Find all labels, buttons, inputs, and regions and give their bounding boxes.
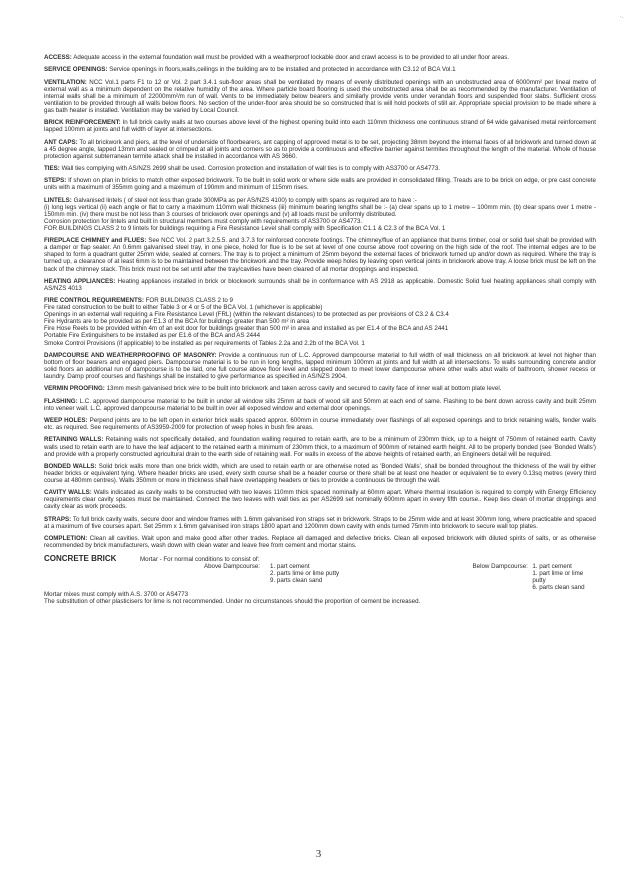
spec-section (44, 535, 596, 549)
section-heading: STEPS: (44, 177, 67, 185)
section-heading: DAMPCOURSE AND WEATHERPROOFING OF MASONRY: (44, 351, 217, 359)
section-line: Fire Hydrants are to be provided as per E1.3 of the BCA for buildings greater than 500 m² in area (44, 318, 310, 326)
spec-section (44, 385, 596, 392)
section-text: Adequate access in the external foundation wall must be provided with a weatherproof lockable door and crawl access is to be provided to all under floor areas. (73, 54, 510, 61)
above-dampcourse-label: Above Dampcourse: (203, 562, 261, 570)
specification-page (44, 54, 596, 605)
section-text: Wall ties complying with AS/NZS 2699 shall be used. Corrosion protection and installation of wall ties is to comply with AS3700 or AS4773. (61, 165, 440, 173)
spec-section (44, 417, 596, 431)
below-item: 1. part cement (532, 562, 572, 570)
section-heading: BONDED WALLS: (44, 462, 97, 470)
spec-section (44, 79, 596, 114)
page-speck: ·. (619, 14, 623, 20)
spec-section (44, 139, 596, 160)
below-dampcourse-list (532, 563, 596, 591)
section-line: FOR BUILDINGS CLASS 2 to 9 lintels for buildings requiring a Fire Resistance Level shall comply with Specification C1.1 & C2.3 of the BCA Vol. 1 (44, 224, 446, 232)
mortar-intro: Mortar - For normal conditions to consist of: (140, 555, 260, 563)
spec-section (44, 119, 596, 133)
section-heading: SERVICE OPENINGS: (44, 66, 108, 74)
section-line: Smoke Control Provisions (if applicable) to be installed as per requirements of Tables 2.2a and 2.2b of the BCA Vol. 1 (44, 339, 365, 347)
section-text: NCC Vol.1 parts F1 to 12 or Vol. 2 part 3.4.1 sub-floor areas shall be ventilated by means of evenly distributed openings with an unobstructed area of 6000mm² per lineal metre of external wall as a minimum dependent on the relative humidity of the area. Where particle board flooring is used the unobstructed area shall be as recommended by the manufacturer. Ventilation of internal walls shall be a minimum of 22000mm²/m run of wall. Vents to be immediately below bearers and similarly provide vents under verandah floors and suspended floor slabs. Sufficient cross ventilation to be provided through all walls below floors. No section of the under-floor area should be so constructed that is will hold pockets of still air. Appropriate special provision to be made where a gas bath heater is installed. Ventilation may be varied by Local Council. (44, 78, 596, 114)
section-heading: VERMIN PROOFING: (44, 385, 105, 393)
section-text: In full brick cavity walls at two courses above level of the highest opening build into each 110mm thickness one continuous strand of 64 wide galvanised metal reinforcement lapped 100mm at joints and full width of layer at intersections. (44, 119, 596, 134)
section-text: To all brickwork and piers, at the level of underside of floorbearers, ant capping of approved metal is to be set, projecting 38mm beyond the internal faces of all brickwork and turned down at a 45 degree angle, lapped 13mm and sealed or crimped at all joints and corners so as to provide a continuous and effective barrier against termites throughout the length of the material. Whole of house protection against subterranean termite attack shall be installed in accordance with AS 3660. (44, 138, 597, 160)
section-heading: TIES: (44, 165, 60, 173)
section-text: Provide a continuous run of L.C. Approved dampcourse material to full width of wall thickness on all brickwork at level not higher than bottom of floor bearers and engaged piers. Dampcourse material is to be run in long lengths, lapped minimum 100mm at joints and full width at all intersections. To walls surrounding concrete and/or solid floors an additional run of dampcourse is to be laid, one full course above floor level and stepped down to meet lower dampcourse where other walls abut walls of bathroom, shower recess or laundry. Damp proof courses and flashings shall be installed to give performance as specified in AS/NZS 2904. (44, 351, 596, 380)
below-item: 6. parts clean sand (532, 583, 585, 591)
above-item: 1. part cement (270, 562, 310, 570)
section-text: Heating appliances installed in brick or blockwork surrounds shall be in conformance with AS 2918 as applicable. Domestic Solid fuel heating appliances shall comply with AS/NZS 4013 (44, 277, 596, 292)
section-heading: CAVITY WALLS: (44, 489, 92, 497)
section-text: Perpend joints are to be left open in exterior brick walls spaced approx. 600mm in course immediately over flashings of all exposed openings and to brick retaining walls, fender walls etc. as required. See requirements of AS3959-2009 for protection of weep holes in bush fire areas. (44, 417, 596, 432)
sections-container (44, 54, 596, 549)
section-text: Retaining walls not specifically detailed, and foundation walling required to retain earth, are to be a minimum of 230mm thick, up to a height of 750mm of retained earth. Cavity walls used to retain earth are to have the leaf adjacent to the retained earth a minimum of 230mm thick, to a maximum of 900mm of retained earth height. All to be properly bonded (see 'Bonded Walls') and provide with a properly constructed agricultural drain to the earth side of retaining wall. For walls in excess of the above heights of retained earth, an Engineers detail will be required. (44, 436, 596, 458)
spec-section (44, 489, 596, 510)
section-heading: ANT CAPS: (44, 138, 78, 146)
spec-section (44, 165, 596, 172)
section-heading: LINTELS: (44, 196, 72, 204)
spec-section (44, 436, 596, 457)
section-line: Fire Hose Reels to be provided within 4m of an exit door for buildings greater than 500 m² in area and installed as per E1.4 of the BCA and AS 2441 (44, 325, 449, 333)
section-heading: FIREPLACE CHIMNEY and FLUES: (44, 237, 147, 245)
section-heading: STRAPS: (44, 515, 72, 523)
section-text: Walls indicated as cavity walls to be constructed with two leaves 110mm thick spaced nominally at 60mm apart. Where thermal insulation is required to comply with Energy Efficiency requirements clear cavity spaces must be maintained. Connect the two leaves with wall ties as per AS2699 set nominally 600mm apart in every fifth course.. Keep ties clean of mortar droppings and cavity clear as work proceeds. (44, 489, 596, 511)
spec-section (44, 197, 596, 232)
spec-section (44, 352, 596, 380)
spec-section (44, 66, 596, 73)
section-heading: WEEP HOLES: (44, 417, 88, 425)
above-dampcourse-list (270, 563, 473, 591)
spec-section (44, 516, 596, 530)
section-heading: BRICK REINFORCEMENT: (44, 119, 121, 127)
spec-section (44, 237, 596, 272)
section-line: Openings in an external wall requiring a Fire Resistance Level (FRL) (within the relevant distances) to be protected as per provisions of C3.2 & C3.4 (44, 311, 449, 319)
spec-section (44, 297, 596, 346)
section-heading: RETAINING WALLS: (44, 436, 104, 444)
plasticiser-note: The substitution of other plasticisers for lime is not recommended. Under no circumstances should the proportion of cement be increased. (44, 597, 421, 605)
spec-section (44, 398, 596, 412)
section-text: L.C. approved dampcourse material to be built in under all window sills 25mm at back of wood sill and 50mm at each end of same. Flashing to be bent down across cavity and built 25mm into veneer wall. L.C. approved dampcourse material to be built in over all exposed window and external door openings. (44, 397, 596, 412)
spec-section (44, 54, 596, 61)
section-text: To full brick cavity walls, secure door and window frames with 1.6mm galvanised iron straps set in brickwork. Straps to be 25mm wide and at least 300mm long, where practicable and spaced at a maximum of five courses apart. Set 25mm x 1.6mm galvanised iron straps 1800 apart and 1200mm down cavity with ends turned 75mm into brickwork to secure wall top plates. (44, 515, 596, 530)
concrete-brick-heading: CONCRETE BRICK (44, 553, 117, 563)
section-heading: VENTILATION: (44, 78, 87, 86)
section-heading: HEATING APPLIANCES: (44, 277, 116, 285)
section-text: Clean all cavities. Wait upon and make good after other trades. Replace all damaged and defective bricks. Clean all exposed brickwork with diluted spirits of salts, or as otherwise recommended by brick manufacturers, wash down with clean water and leave free from cement and mortar stains. (44, 535, 596, 550)
section-text: See NCC Vol. 2 part 3.2.5.5. and 3.7.3 for reinforced concrete footings. The chimney/flue of an appliance that burns timber, coal or solid fuel shall be provided with a damper or flap sealer. An 0.6mm galvanised steel tray, in one piece, holed for flue is to be set at level of one course above roof covering on the high side of the roof. The internal edges are to be shaped to form a quadrant gutter 25mm wide, sealed at corners. The tray is to project a minimum of 25mm beyond the external faces of brickwork turned up and/or down as required. Where the tray is turned up, a clearance of at least 6mm is to be maintained between the brickwork and the tray. Provide weep holes by leaving open vertical joints in brickwork above tray. A loose brick must be left on the back of the chimney stack. This brick must not be set until after the tray/cavities have been cleared of all mortar droppings and inspected. (44, 237, 596, 273)
page-number: 3 (315, 848, 322, 860)
above-item: 9. parts clean sand (270, 576, 323, 584)
below-dampcourse-label: Below Dampcourse: (472, 562, 528, 570)
section-text: If shown on plan in bricks to match other exposed brickwork. To be built in solid work or where side walls are provided in consolidated filling. Treads are to be brick on edge, or pre cast concrete units with a maximum of 355mm going and a maximum of 190mm and minimum of 115mm rises. (44, 177, 596, 192)
mortar-compliance-note: Mortar mixes must comply with A.S. 3700 or AS4773 (44, 590, 189, 598)
section-line: Corrosion protection for lintels and built in structural members must comply with requirements of AS3700 or AS4773. (44, 217, 363, 225)
section-heading: COMPLETION: (44, 535, 88, 543)
section-line: (i) long legs vertical (ii) each angle or flat to carry a maximum 110mm wall thickness (iii) minimum bearing lengths shall be :- (a) clear spans up to 1 metre – 100mm min. (b) clear spans over 1 metre - 150mm min. (iv) there must be not less than 3 courses of brickwork over openings and (v) all loads must be uniformly distributed. (44, 203, 596, 218)
section-text: Solid brick walls more than one brick width, which are used to retain earth or are otherwise noted as 'Bonded Walls', shall be bonded throughout the thickness of the wall by either header bricks or equivalent tying. Where header bricks are used, every sixth course shall be a header course or there shall be at least one header or equivalent tie to every 0.13sq metres (every third course at 480mm centres). Walls 350mm or more in thickness shall have overlapping headers or ties to provide a continuous tie through the wall. (44, 462, 596, 484)
section-heading: ACCESS: (44, 54, 72, 61)
spec-section (44, 278, 596, 292)
spec-section (44, 177, 596, 191)
spec-section (44, 463, 596, 484)
section-line: Fire rated construction to be built to either Table 3 or 4 or 5 of the BCA Vol. 1 (whichever is applicable) (44, 304, 323, 312)
section-text: Service openings in floors,walls,ceilings in the building are to be installed and protected in accordance with C3.12 of BCA Vol.1 (109, 66, 456, 74)
concrete-brick-section (44, 555, 596, 605)
section-heading: FLASHING: (44, 397, 78, 405)
section-text: FOR BUILDINGS CLASS 2 to 9 (145, 297, 233, 305)
mortar-row (44, 555, 596, 563)
section-text: Galvanised lintels ( of steel not less than grade 300MPa as per AS/NZS 4100) to comply with spans as required are to have :- (73, 196, 417, 204)
section-line: Portable Fire Extinguishers to be installed as per E1.6 of the BCA and AS 2444 (44, 332, 261, 340)
mortar-mix-table (44, 563, 596, 591)
above-item: 2. parts lime or lime putty (270, 569, 340, 577)
section-heading: FIRE CONTROL REQUIREMENTS: (44, 297, 144, 305)
below-item: 1. part lime or lime putty (532, 569, 584, 584)
section-text: 13mm mesh galvanised brick wire to be built into brickwork and taken across cavity and secured to cavity face of inner wall at bottom plate level. (106, 385, 502, 393)
